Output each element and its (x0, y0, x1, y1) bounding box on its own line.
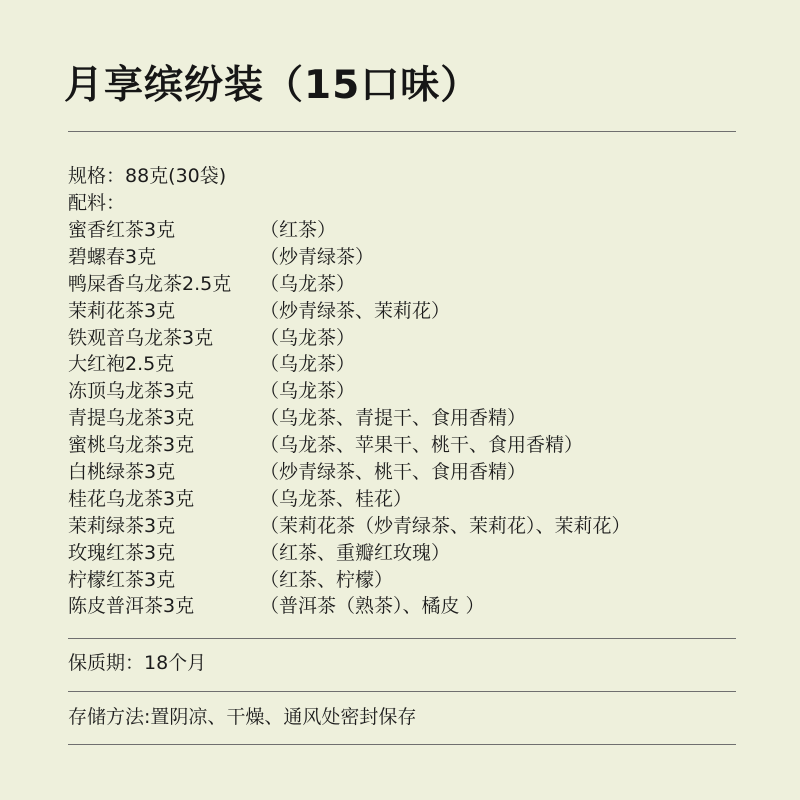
ingredient-row (68, 593, 748, 620)
ingredient-name: 茉莉花茶3克 (68, 299, 176, 322)
product-title: 月享缤纷装（15口味） (64, 63, 481, 108)
ingredient-detail: （红茶、重瓣红玫瑰） (260, 541, 451, 564)
ingredient-detail: （炒青绿茶、桃干、食用香精） (260, 461, 527, 484)
ingredient-row (68, 378, 748, 405)
ingredient-row (68, 459, 748, 486)
ingredient-detail: （乌龙茶、桂花） (260, 487, 413, 510)
ingredient-row (68, 325, 748, 352)
ingredient-row (68, 298, 748, 325)
ingredient-row (68, 217, 748, 244)
ingredient-row (68, 513, 748, 540)
ingredient-name: 白桃绿茶3克 (68, 461, 176, 484)
ingredient-row (68, 432, 748, 459)
ingredient-name: 桂花乌龙茶3克 (68, 487, 195, 510)
ingredient-list (68, 217, 748, 620)
ingredient-name: 柠檬红茶3克 (68, 568, 176, 591)
ingredient-row (68, 271, 748, 298)
ingredient-detail: （乌龙茶、苹果干、桃干、食用香精） (260, 434, 584, 457)
ingredient-name: 玫瑰红茶3克 (68, 541, 176, 564)
ingredient-detail: （乌龙茶、青提干、食用香精） (260, 407, 527, 430)
ingredient-detail: （红茶） (260, 219, 337, 241)
ingredient-detail: （普洱茶（熟茶）、橘皮 ） (260, 595, 485, 618)
ingredient-name: 陈皮普洱茶3克 (68, 595, 195, 618)
ingredient-detail: （炒青绿茶） (260, 245, 375, 268)
ingredient-row (68, 351, 748, 378)
divider-shelf-life (68, 691, 736, 692)
divider-top (68, 131, 736, 132)
storage-line: 存储方法:置阴凉、干燥、通风处密封保存 (68, 706, 417, 728)
divider-ingredients (68, 638, 736, 639)
ingredient-detail: （红茶、柠檬） (260, 568, 394, 591)
ingredient-detail: （乌龙茶） (260, 380, 356, 403)
ingredient-detail: （茉莉花茶（炒青绿茶、茉莉花）、茉莉花） (260, 514, 631, 537)
divider-bottom (68, 744, 736, 745)
ingredient-name: 碧螺春3克 (68, 245, 157, 268)
spec-line: 规格：88克(30袋) (68, 165, 227, 187)
ingredient-name: 大红袍2.5克 (68, 353, 175, 376)
ingredient-name: 冻顶乌龙茶3克 (68, 380, 195, 403)
ingredient-name: 蜜桃乌龙茶3克 (68, 434, 195, 457)
ingredient-detail: （炒青绿茶、茉莉花） (260, 299, 451, 322)
ingredient-detail: （乌龙茶） (260, 353, 356, 376)
ingredient-row (68, 244, 748, 271)
ingredient-row (68, 486, 748, 513)
ingredient-detail: （乌龙茶） (260, 272, 356, 295)
ingredient-name: 鸭屎香乌龙茶2.5克 (68, 272, 232, 295)
ingredient-name: 蜜香红茶3克 (68, 219, 176, 241)
ingredient-name: 铁观音乌龙茶3克 (68, 326, 214, 349)
ingredient-row (68, 567, 748, 594)
ingredients-label: 配料： (68, 192, 126, 214)
ingredient-row (68, 540, 748, 567)
ingredient-name: 青提乌龙茶3克 (68, 407, 195, 430)
ingredient-name: 茉莉绿茶3克 (68, 514, 176, 537)
ingredient-detail: （乌龙茶） (260, 326, 356, 349)
shelf-life-line: 保质期：18个月 (68, 652, 207, 674)
ingredient-row (68, 405, 748, 432)
